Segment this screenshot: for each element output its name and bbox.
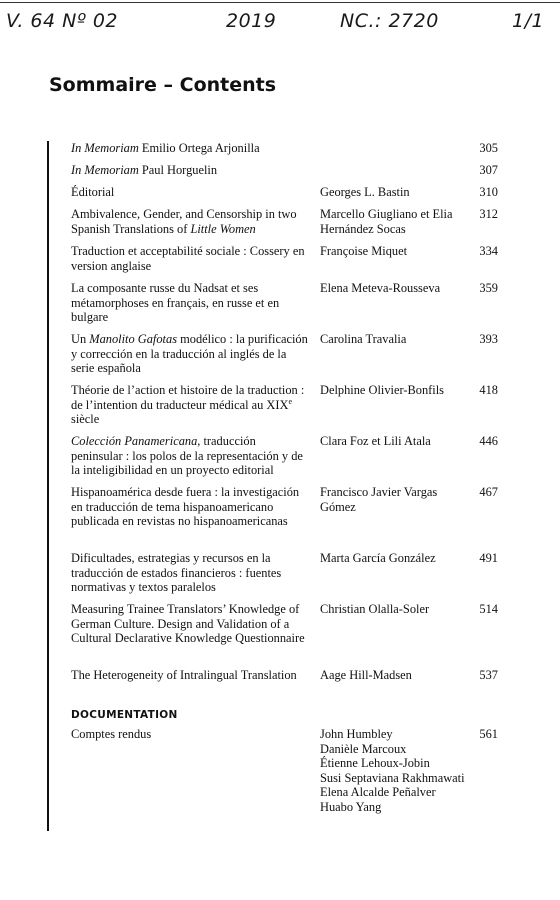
- handwritten-sheet: 1/1: [512, 10, 545, 32]
- entry-author: Elena Meteva-Rousseva: [320, 281, 441, 295]
- entry-page: 334: [479, 244, 498, 258]
- entry-author: Marcello Giugliano et Elia Hernández Socas: [320, 207, 453, 236]
- entry-title: Comptes rendus: [71, 727, 152, 741]
- entry-page: 305: [479, 141, 498, 155]
- entry-page: 467: [479, 485, 498, 499]
- handwritten-year: 2019: [226, 10, 277, 32]
- review-author: Huabo Yang: [320, 799, 382, 814]
- entry-page: 307: [479, 163, 498, 177]
- handwritten-code: NC.: 2720: [340, 10, 439, 32]
- entry-title: Dificultades, estrategias y recursos en la traducción de estados financieros : fuentes normativas y textos paralelos: [71, 551, 282, 595]
- review-authors: [320, 727, 470, 815]
- entry-title: Hispanoamérica desde fuera : la investigación en traducción de tema hispanoamericano publicada en revistas no hispanoamericanas: [71, 485, 300, 529]
- page-title: Sommaire – Contents: [49, 74, 277, 96]
- entry-author: Francisco Javier Vargas Gómez: [320, 485, 438, 514]
- entry-title: Un Manolito Gafotas modélico : la purificación y corrección en la traducción al inglés de la serie española: [71, 332, 308, 376]
- entry-title: Théorie de l’action et histoire de la traduction : de l’intention du traducteur médical au XIXe siècle: [71, 383, 305, 427]
- entry-title: La composante russe du Nadsat et ses métamorphoses en français, en russe et en bulgare: [71, 281, 280, 325]
- entry-page: 537: [479, 668, 498, 682]
- entry-page: 491: [479, 551, 498, 565]
- entry-author: Marta García González: [320, 551, 436, 565]
- entry-page: 359: [479, 281, 498, 295]
- entry-author: Delphine Olivier-Bonfils: [320, 383, 444, 397]
- entry-title: The Heterogeneity of Intralingual Translation: [71, 668, 297, 682]
- documentation-heading: DOCUMENTATION: [71, 709, 178, 721]
- entry-title: Ambivalence, Gender, and Censorship in two Spanish Translations of Little Women: [71, 207, 297, 236]
- review-author: Elena Alcalde Peñalver: [320, 785, 436, 800]
- entry-page: 310: [479, 185, 498, 199]
- entry-author: Carolina Travalia: [320, 332, 407, 346]
- entry-author: Georges L. Bastin: [320, 185, 410, 199]
- entry-title: In Memoriam Paul Horguelin: [71, 163, 218, 177]
- review-author: Susi Septaviana Rakhmawati: [320, 770, 465, 785]
- entry-page: 446: [479, 434, 498, 448]
- entry-author: Christian Olalla-Soler: [320, 602, 430, 616]
- top-rule: [0, 2, 560, 3]
- entry-author: Aage Hill-Madsen: [320, 668, 412, 682]
- review-author: Danièle Marcoux: [320, 741, 407, 756]
- review-author: Étienne Lehoux-Jobin: [320, 756, 430, 771]
- entry-page: 514: [479, 602, 498, 616]
- margin-rule: [47, 141, 49, 831]
- entry-page: 393: [479, 332, 498, 346]
- entry-page: 418: [479, 383, 498, 397]
- entry-page: 312: [479, 207, 498, 221]
- entry-author: Françoise Miquet: [320, 244, 408, 258]
- entry-title: Éditorial: [71, 185, 115, 199]
- handwritten-volume: V. 64 Nº 02: [6, 10, 118, 32]
- entry-title: In Memoriam Emilio Ortega Arjonilla: [71, 141, 260, 155]
- entry-title: Colección Panamericana, traducción peninsular : los polos de la representación y de la inteligibilidad en un proyecto editorial: [71, 434, 303, 478]
- entry-title: Traduction et acceptabilité sociale : Cossery en version anglaise: [71, 244, 305, 273]
- entry-title: Measuring Trainee Translators’ Knowledge of German Culture. Design and Validation of a Cultural Declarative Knowledge Questionnaire: [71, 602, 305, 646]
- entry-page: 561: [479, 727, 498, 741]
- entry-author: Clara Foz et Lili Atala: [320, 434, 431, 448]
- review-author: John Humbley: [320, 727, 393, 741]
